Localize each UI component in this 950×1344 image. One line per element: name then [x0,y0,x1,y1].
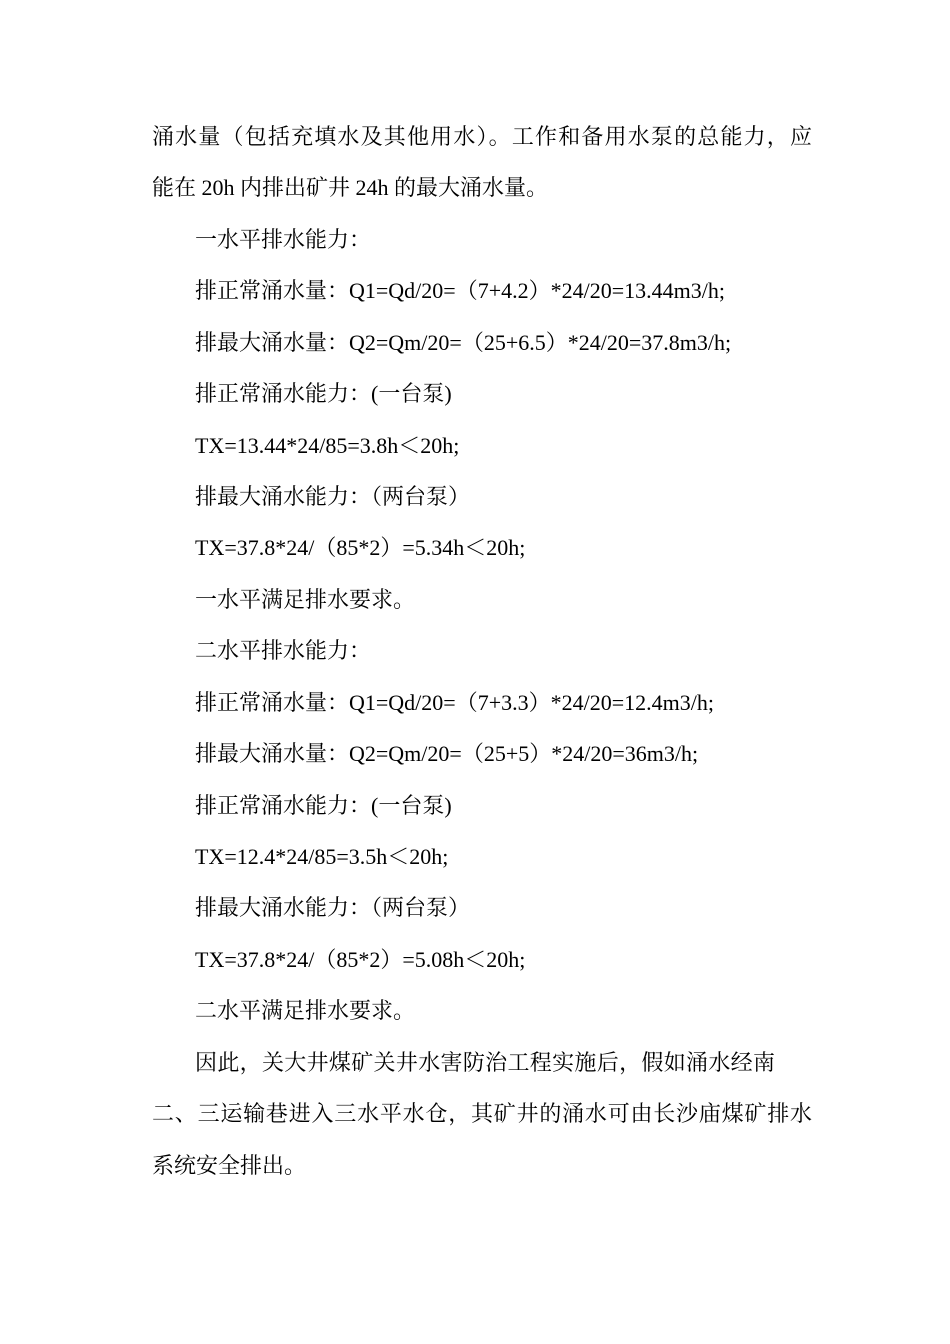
formula-max-inflow-1: 排最大涌水量：Q2=Qm/20=（25+6.5）*24/20=37.8m3/h; [195,330,732,355]
paragraph-conclusion-line-1: 因此，关大井煤矿关井水害防治工程实施后，假如涌水经南 [195,1050,775,1075]
formula-max-inflow-2: 排最大涌水量：Q2=Qm/20=（25+5）*24/20=36m3/h; [195,741,699,766]
paragraph-conclusion-line-3: 系统安全排出。 [152,1153,307,1178]
formula-normal-time-2: TX=12.4*24/85=3.5h＜20h; [195,844,449,869]
section-heading-level-1: 一水平排水能力： [195,227,372,252]
max-capacity-label-1: 排最大涌水能力：（两台泵） [195,484,471,509]
formula-max-time-1: TX=37.8*24/（85*2）=5.34h＜20h; [195,535,526,560]
max-capacity-label-2: 排最大涌水能力：（两台泵） [195,895,471,920]
normal-capacity-label-1: 排正常涌水能力：(一台泵) [195,381,452,406]
text-line-2: 能在 20h 内排出矿井 24h 的最大涌水量。 [152,175,549,200]
formula-normal-time-1: TX=13.44*24/85=3.8h＜20h; [195,433,460,458]
formula-normal-inflow-1: 排正常涌水量：Q1=Qd/20=（7+4.2）*24/20=13.44m3/h; [195,278,725,303]
formula-normal-inflow-2: 排正常涌水量：Q1=Qd/20=（7+3.3）*24/20=12.4m3/h; [195,690,714,715]
conclusion-level-2: 二水平满足排水要求。 [195,998,416,1023]
section-heading-level-2: 二水平排水能力： [195,638,372,663]
formula-max-time-2: TX=37.8*24/（85*2）=5.08h＜20h; [195,947,526,972]
conclusion-level-1: 一水平满足排水要求。 [195,587,416,612]
paragraph-conclusion-line-2: 二、三运输巷进入三水平水仓，其矿井的涌水可由长沙庙煤矿排水 [152,1101,812,1126]
normal-capacity-label-2: 排正常涌水能力：(一台泵) [195,793,452,818]
text-line-1: 涌水量（包括充填水及其他用水）。工作和备用水泵的总能力，应 [152,124,812,149]
